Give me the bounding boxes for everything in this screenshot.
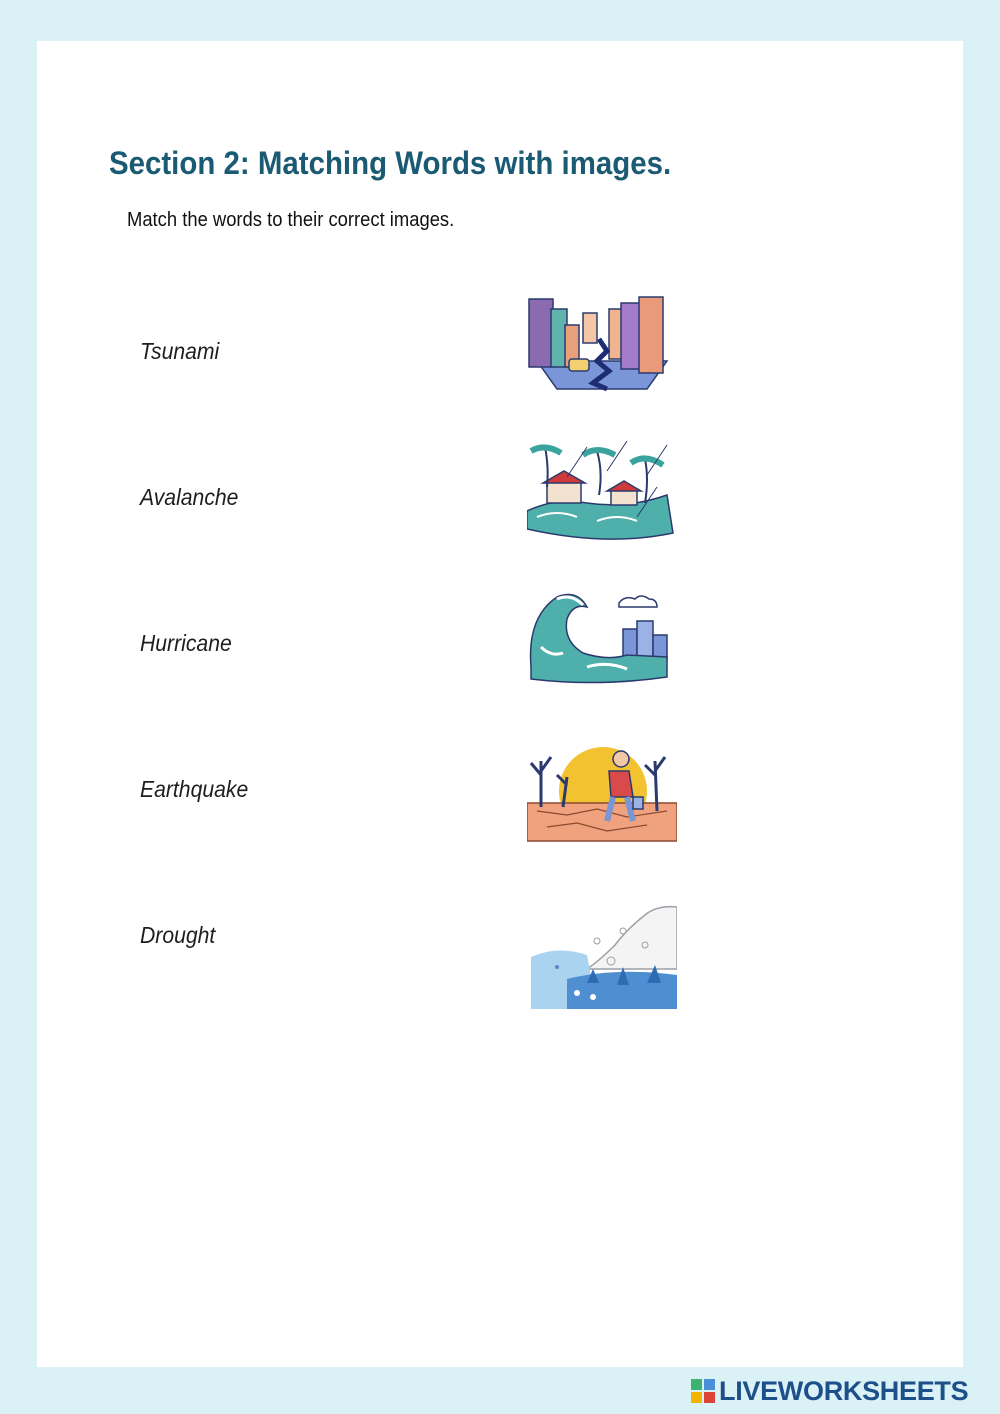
section-title: Section 2: Matching Words with images.	[109, 145, 672, 181]
logo-icon	[690, 1378, 716, 1404]
instruction-text: Match the words to their correct images.	[127, 209, 455, 231]
logo-text: LIVEWORKSHEETS	[719, 1375, 969, 1406]
hurricane-image[interactable]	[527, 437, 677, 541]
word-item[interactable]: Tsunami	[140, 338, 220, 364]
liveworksheets-logo	[690, 1374, 968, 1408]
tsunami-image[interactable]	[527, 587, 677, 691]
earthquake-image[interactable]	[527, 291, 677, 395]
avalanche-image[interactable]	[527, 905, 677, 1009]
drought-image[interactable]	[527, 741, 677, 845]
word-item[interactable]: Hurricane	[140, 630, 232, 656]
word-item[interactable]: Earthquake	[140, 776, 249, 802]
word-item[interactable]: Avalanche	[140, 484, 239, 510]
worksheet-page	[37, 41, 963, 1367]
word-item[interactable]: Drought	[140, 922, 216, 948]
